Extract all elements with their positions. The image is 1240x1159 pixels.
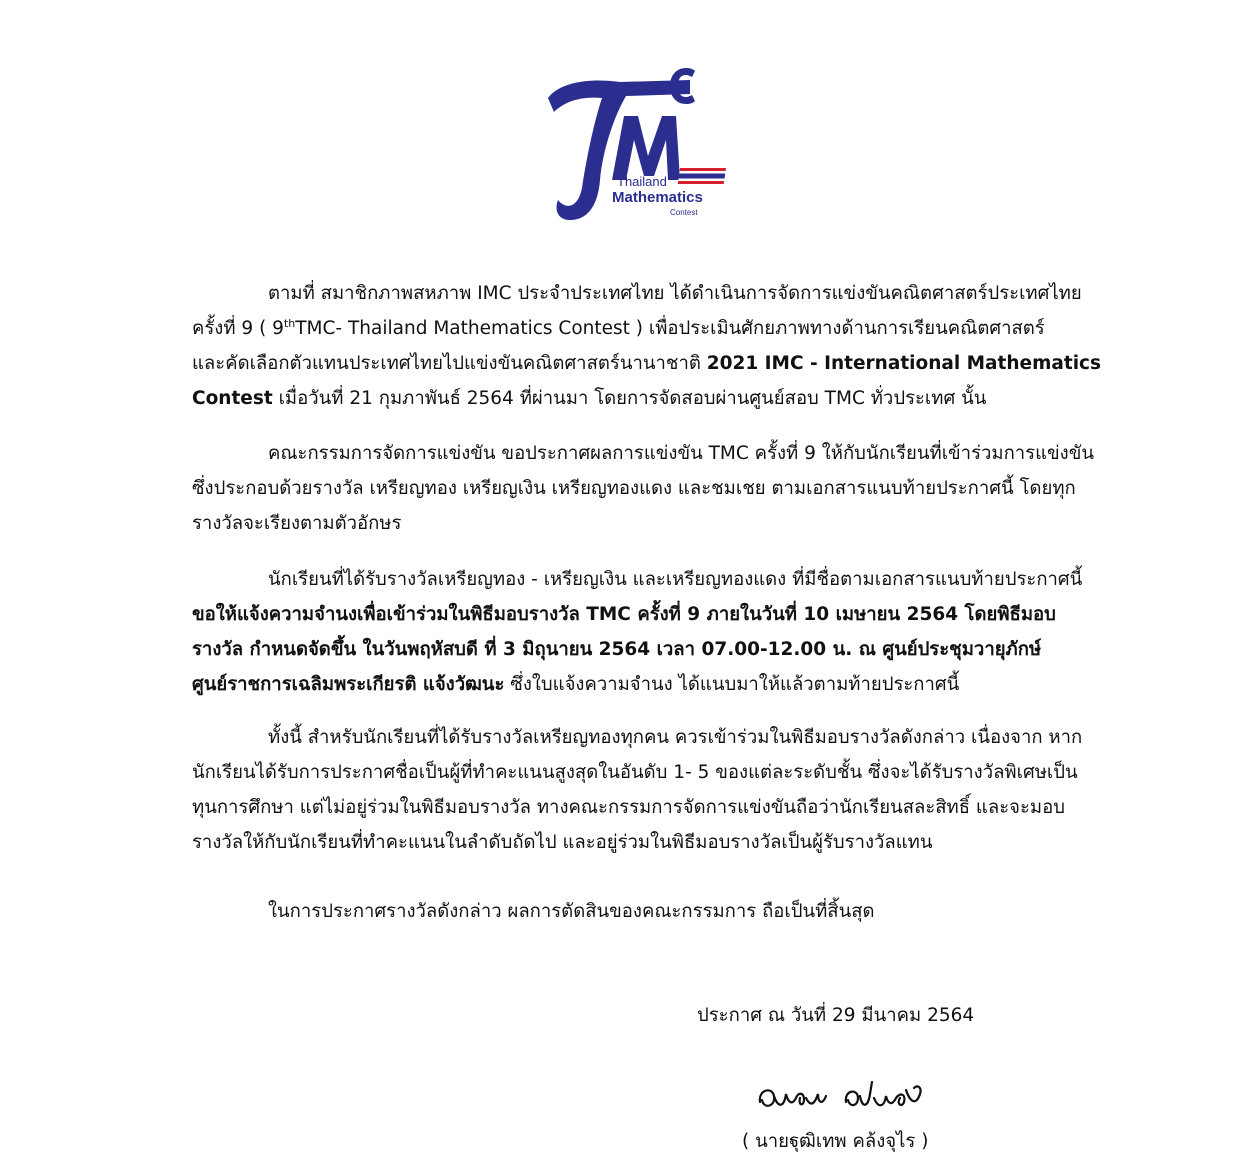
p1-line-1: ตามที่ สมาชิกภาพสหภาพ IMC ประจำประเทศไทย ได้ดำเนินการจัดการแข่งขันคณิตศาสตร์ประเทศไทย [268,283,1082,304]
p3-line-2: ขอให้แจ้งความจำนงเพื่อเข้าร่วมในพิธีมอบรางวัล TMC ครั้งที่ 9 ภายในวันที่ 10 เมษายน 2564 โดยพิธีมอบ [192,604,1056,625]
p1-line-2-start: ครั้งที่ 9 ( 9 [192,318,284,339]
tmc-logo [540,60,740,225]
logo-text-thailand: Thailand [617,174,667,189]
p1-line-4 [192,381,1062,416]
p1-line-3-start: และคัดเลือกตัวแทนประเทศไทยไปแข่งขันคณิตศาสตร์นานาชาติ [192,353,707,374]
p2-line-3: รางวัลจะเรียงตามตัวอักษร [192,513,402,534]
logo-text-mathematics: Mathematics [612,189,703,206]
paragraph-ceremony [192,562,1083,702]
p1-line-2 [192,311,1062,346]
p4-line-2: นักเรียนได้รับการประกาศชื่อเป็นผู้ที่ทำคะแนนสูงสุดในอันดับ 1- 5 ของแต่ละระดับชั้น ซึ่งจะได้รับรางวัลพิเศษเป็น [192,762,1078,783]
p3-line-1: นักเรียนที่ได้รับรางวัลเหรียญทอง - เหรียญเงิน และเหรียญทองแดง ที่มีชื่อตามเอกสารแนบท้ายประกาศนี้ [268,569,1083,590]
signatory-name: ( นายฐุฒิเทพ คล้งจุไร ) [742,1131,929,1152]
p3-line-4-bold: ศูนย์ราชการเฉลิมพระเกียรติ แจ้งวัฒนะ [192,674,505,695]
p4-line-1: ทั้งนี้ สำหรับนักเรียนที่ได้รับรางวัลเหรียญทองทุกคน ควรเข้าร่วมในพิธีมอบรางวัลดังกล่าว เนื่องจาก หาก [268,727,1083,748]
thai-flag-icon [678,168,726,184]
logo-m-shape [612,116,680,180]
p4-line-3: ทุนการศึกษา แต่ไม่อยู่ร่วมในพิธีมอบรางวัล ทางคณะกรรมการจัดการแข่งขันถือว่านักเรียนสละสิทธิ์ และจะมอบ [192,797,1065,818]
p1-line-3-bold: 2021 IMC - International Mathematics [706,353,1102,374]
p4-line-4: รางวัลให้กับนักเรียนที่ทำคะแนนในลำดับถัดไป และอยู่ร่วมในพิธีมอบรางวัลเป็นผู้รับรางวัลแทน [192,832,933,853]
p1-line-3 [192,346,1102,381]
paragraph-intro [192,276,1102,416]
handwritten-signature [750,1072,930,1122]
announcement-date: ประกาศ ณ วันที่ 29 มีนาคม 2564 [697,1005,975,1026]
logo-text-contest: Contest [670,208,698,217]
p3-line-4-end: ซึ่งใบแจ้งความจำนง ได้แนบมาให้แล้วตามท้ายประกาศนี้ [504,674,960,695]
p1-superscript: th [283,316,296,330]
p3-line-4 [192,667,1062,702]
tmc-logo-graphic [540,60,740,225]
p2-line-1: คณะกรรมการจัดการแข่งขัน ขอประกาศผลการแข่งขัน TMC ครั้งที่ 9 ให้กับนักเรียนที่เข้าร่วมการแข่งขัน [268,443,1095,464]
p1-line-2-end: TMC- Thailand Mathematics Contest ) เพื่อประเมินศักยภาพทางด้านการเรียนคณิตศาสตร์ [295,318,1045,339]
paragraph-final [192,894,1062,929]
p5-line-1: ในการประกาศรางวัลดังกล่าว ผลการตัดสินของคณะกรรมการ ถือเป็นที่สิ้นสุด [268,901,875,922]
p1-line-4-end: เมื่อวันที่ 21 กุมภาพันธ์ 2564 ที่ผ่านมา โดยการจัดสอบผ่านศูนย์สอบ TMC ทั่วประเทศ นั้น [272,388,987,409]
signature-graphic [750,1072,930,1122]
p2-line-2: ซึ่งประกอบด้วยรางวัล เหรียญทอง เหรียญเงิน เหรียญทองแดง และชมเชย ตามเอกสารแนบท้ายประกาศนี้ โดยทุก [192,478,1076,499]
p3-line-3: รางวัล กำหนดจัดขึ้น ในวันพฤหัสบดี ที่ 3 มิถุนายน 2564 เวลา 07.00-12.00 น. ณ ศูนย์ประชุมวายุภักษ์ [192,639,1042,660]
paragraph-results [192,436,1095,541]
p1-line-4-bold: Contest [192,388,273,409]
paragraph-gold-medal [192,720,1083,860]
